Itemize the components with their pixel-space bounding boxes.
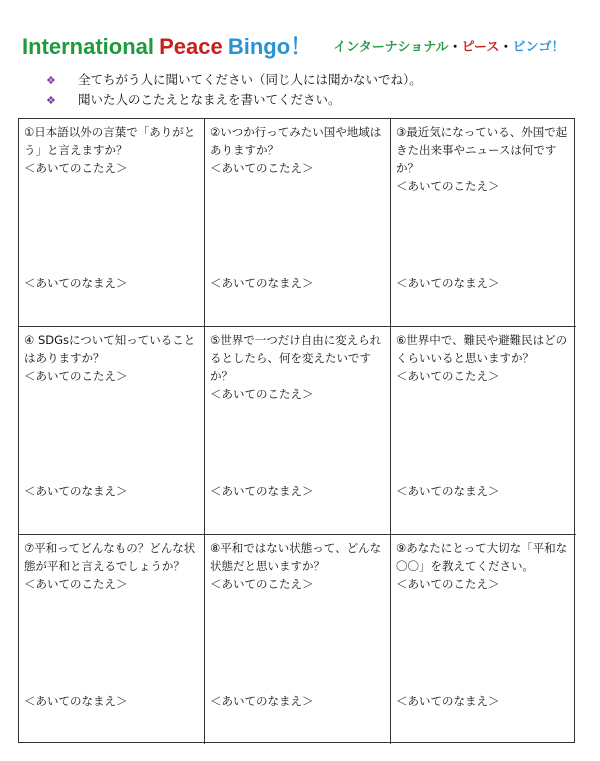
name-label: ＜あいてのなまえ＞ — [210, 484, 314, 498]
name-label: ＜あいてのなまえ＞ — [210, 276, 314, 290]
bingo-cell-9[interactable] — [391, 535, 576, 744]
answer-label: ＜あいてのこたえ＞ — [396, 179, 500, 193]
name-label: ＜あいてのなまえ＞ — [396, 484, 500, 498]
title-jp-bingo: ビンゴ！ — [512, 40, 565, 55]
bingo-cell-4[interactable] — [19, 327, 205, 535]
diamond-bullet-icon: ❖ — [46, 74, 56, 87]
answer-label: ＜あいてのこたえ＞ — [24, 577, 128, 591]
bingo-cell-7[interactable] — [19, 535, 205, 744]
answer-label: ＜あいてのこたえ＞ — [396, 577, 500, 591]
question-text: ⑧平和ではない状態って、どんな状態だと思いますか？ — [210, 541, 382, 573]
bingo-cell-1[interactable] — [19, 119, 205, 327]
instruction-1 — [46, 70, 566, 88]
bingo-cell-5[interactable] — [205, 327, 391, 535]
name-label: ＜あいてのなまえ＞ — [210, 694, 314, 708]
title-jp-dot-1: ・ — [448, 40, 462, 55]
answer-label: ＜あいてのこたえ＞ — [396, 369, 500, 383]
answer-label: ＜あいてのこたえ＞ — [210, 387, 314, 401]
question-text: ⑨あなたにとって大切な「平和な〇〇」を教えてください。 — [396, 541, 568, 573]
title-peace: Peace — [159, 34, 223, 59]
answer-label: ＜あいてのこたえ＞ — [24, 161, 128, 175]
bingo-grid — [18, 118, 575, 743]
bingo-cell-2[interactable] — [205, 119, 391, 327]
bingo-cell-6[interactable] — [391, 327, 576, 535]
name-label: ＜あいてのなまえ＞ — [24, 276, 128, 290]
name-label: ＜あいてのなまえ＞ — [396, 276, 500, 290]
name-label: ＜あいてのなまえ＞ — [24, 694, 128, 708]
title-japanese — [333, 40, 564, 55]
bingo-cell-3[interactable] — [391, 119, 576, 327]
question-text: ⑥世界中で、難民や避難民はどのくらいいると思いますか？ — [396, 333, 568, 365]
title-jp-international: インターナショナル — [333, 40, 449, 55]
answer-label: ＜あいてのこたえ＞ — [210, 577, 314, 591]
instruction-text: 全てちがう人に聞いてください（同じ人には聞かないでね）。 — [78, 72, 422, 87]
title-jp-dot-2: ・ — [499, 40, 513, 55]
name-label: ＜あいてのなまえ＞ — [396, 694, 500, 708]
answer-label: ＜あいてのこたえ＞ — [210, 161, 314, 175]
question-text: ⑦平和ってどんなもの？どんな状態が平和と言えるでしょうか？ — [24, 541, 196, 573]
name-label: ＜あいてのなまえ＞ — [24, 484, 128, 498]
question-text: ④ SDGsについて知っていることはありますか？ — [24, 333, 196, 365]
answer-label: ＜あいてのこたえ＞ — [24, 369, 128, 383]
instruction-text: 聞いた人のこたえとなまえを書いてください。 — [78, 92, 341, 107]
title-international: International — [22, 34, 155, 59]
question-text: ①日本語以外の言葉で「ありがとう」と言えますか？ — [24, 125, 196, 157]
bingo-cell-8[interactable] — [205, 535, 391, 744]
title-jp-peace: ピース — [461, 40, 500, 55]
diamond-bullet-icon: ❖ — [46, 94, 56, 107]
question-text: ②いつか行ってみたい国や地域はありますか？ — [210, 125, 382, 157]
question-text: ③最近気になっている、外国で起きた出来事やニュースは何ですか？ — [396, 125, 568, 175]
title-bingo: Bingo！ — [227, 34, 313, 59]
page-title — [22, 30, 592, 60]
question-text: ⑤世界で一つだけ自由に変えられるとしたら、何を変えたいですか？ — [210, 333, 382, 383]
instruction-2 — [46, 90, 566, 108]
